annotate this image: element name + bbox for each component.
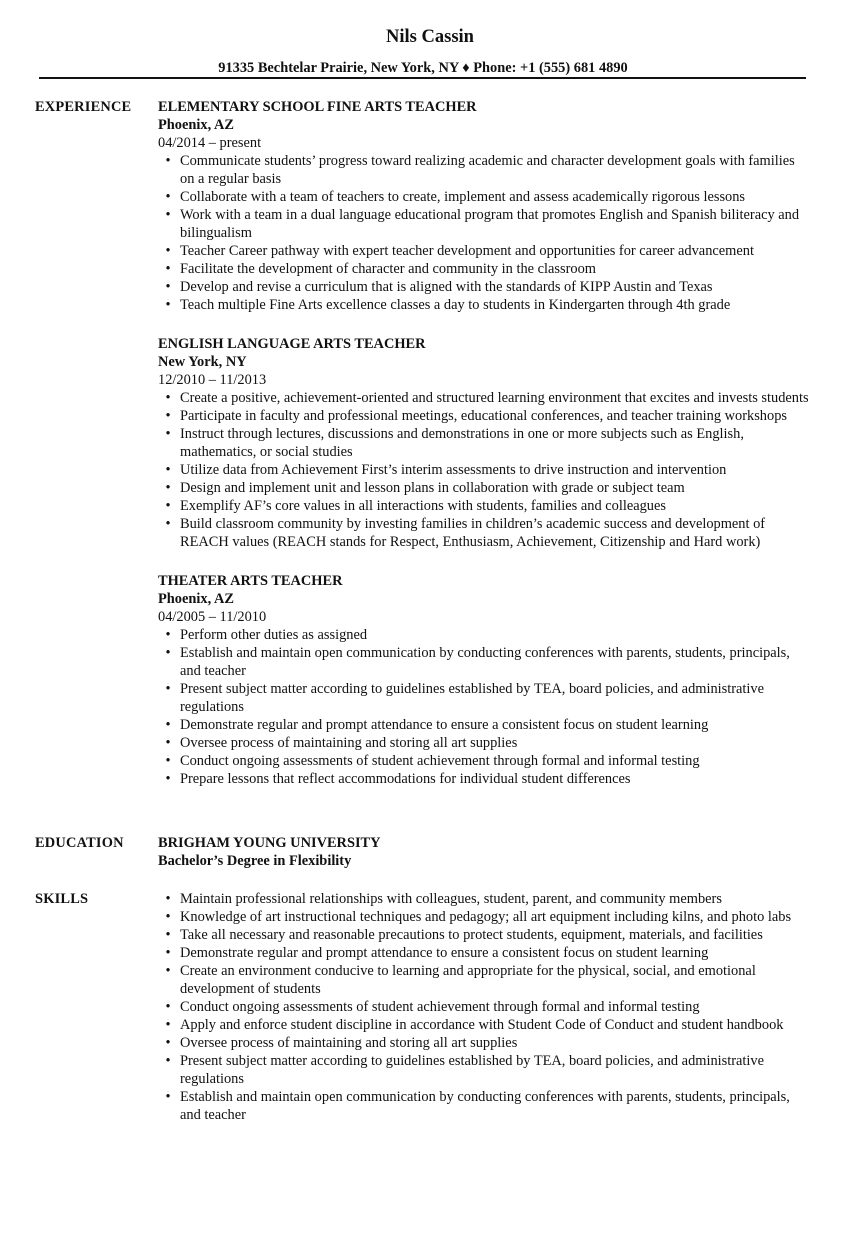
bullet-text: Knowledge of art instructional techniques and pedagogy; all art equipment including kilns, and photo labs (180, 909, 792, 925)
bullet-icon: • (165, 480, 171, 496)
list-item (158, 497, 812, 515)
job-title: THEATER ARTS TEACHER (158, 573, 343, 589)
job-bullets (158, 152, 818, 314)
bullet-text: Collaborate with a team of teachers to create, implement and assess academically rigorous lessons (180, 189, 746, 205)
list-item (158, 890, 812, 908)
list-item (158, 1034, 812, 1052)
bullet-icon: • (165, 627, 171, 643)
job-entry (158, 335, 818, 551)
list-item (158, 1016, 812, 1034)
bullet-text: Participate in faculty and professional meetings, educational conferences, and teacher training workshops (180, 408, 787, 424)
bullet-icon: • (165, 645, 171, 661)
list-item (158, 680, 812, 716)
bullet-text: Communicate students’ progress toward realizing academic and character development goals with families on a regular basis (180, 153, 795, 187)
bullet-icon: • (165, 261, 171, 277)
section-title-skills: SKILLS (35, 891, 89, 907)
bullet-icon: • (165, 408, 171, 424)
bullet-text: Present subject matter according to guidelines established by TEA, board policies, and administrative regulations (180, 1053, 765, 1087)
list-item (158, 425, 812, 461)
job-bullets (158, 626, 818, 788)
bullet-icon: • (165, 426, 171, 442)
job-dates: 12/2010 – 11/2013 (158, 372, 267, 388)
bullet-text: Teach multiple Fine Arts excellence classes a day to students in Kindergarten through 4th grade (180, 297, 731, 313)
bullet-text: Demonstrate regular and prompt attendance to ensure a consistent focus on student learning (180, 945, 709, 961)
bullet-text: Demonstrate regular and prompt attendance to ensure a consistent focus on student learning (180, 717, 709, 733)
list-item (158, 206, 812, 242)
job-location: Phoenix, AZ (158, 117, 234, 133)
header-divider (39, 77, 806, 79)
job-location: New York, NY (158, 354, 247, 370)
list-item (158, 260, 812, 278)
bullet-icon: • (165, 771, 171, 787)
bullet-text: Instruct through lectures, discussions and demonstrations in one or more subjects such as English, mathematics, or social studies (180, 426, 744, 460)
list-item (158, 242, 812, 260)
experience-list (158, 98, 818, 788)
bullet-icon: • (165, 207, 171, 223)
job-dates: 04/2014 – present (158, 135, 262, 151)
list-item (158, 188, 812, 206)
bullet-icon: • (165, 963, 171, 979)
list-item (158, 461, 812, 479)
job-entry (158, 98, 818, 314)
list-item (158, 752, 812, 770)
bullet-icon: • (165, 153, 171, 169)
list-item (158, 515, 812, 551)
list-item (158, 770, 812, 788)
list-item (158, 1088, 812, 1124)
list-item (158, 1052, 812, 1088)
list-item (158, 998, 812, 1016)
bullet-icon: • (165, 390, 171, 406)
job-entry (158, 572, 818, 788)
school-name: BRIGHAM YOUNG UNIVERSITY (158, 835, 381, 851)
list-item (158, 389, 812, 407)
list-item (158, 152, 812, 188)
job-location: Phoenix, AZ (158, 591, 234, 607)
bullet-icon: • (165, 243, 171, 259)
bullet-icon: • (165, 279, 171, 295)
bullet-icon: • (165, 498, 171, 514)
list-item (158, 908, 812, 926)
bullet-text: Utilize data from Achievement First’s interim assessments to drive instruction and intervention (180, 462, 727, 478)
bullet-text: Apply and enforce student discipline in accordance with Student Code of Conduct and student handbook (180, 1017, 784, 1033)
bullet-text: Create a positive, achievement-oriented and structured learning environment that excites and invests students (180, 390, 809, 406)
bullet-icon: • (165, 717, 171, 733)
bullet-text: Take all necessary and reasonable precautions to protect students, equipment, materials, and facilities (180, 927, 763, 943)
bullet-icon: • (165, 189, 171, 205)
bullet-text: Conduct ongoing assessments of student achievement through formal and informal testing (180, 753, 700, 769)
bullet-text: Develop and revise a curriculum that is aligned with the standards of KIPP Austin and Texas (180, 279, 713, 295)
section-title-education: EDUCATION (35, 835, 124, 851)
list-item (158, 734, 812, 752)
bullet-text: Maintain professional relationships with colleagues, student, parent, and community members (180, 891, 722, 907)
bullet-icon: • (165, 1053, 171, 1069)
list-item (158, 479, 812, 497)
bullet-icon: • (165, 753, 171, 769)
list-item (158, 407, 812, 425)
job-bullets (158, 389, 818, 551)
bullet-icon: • (165, 297, 171, 313)
job-dates: 04/2005 – 11/2010 (158, 609, 267, 625)
skills-list (158, 890, 818, 1124)
bullet-icon: • (165, 999, 171, 1015)
bullet-text: Establish and maintain open communication by conducting conferences with parents, students, principals, and teacher (180, 645, 790, 679)
bullet-text: Oversee process of maintaining and storing all art supplies (180, 735, 518, 751)
bullet-icon: • (165, 1089, 171, 1105)
bullet-text: Oversee process of maintaining and storing all art supplies (180, 1035, 518, 1051)
bullet-text: Prepare lessons that reflect accommodations for individual student differences (180, 771, 631, 787)
bullet-text: Work with a team in a dual language educational program that promotes English and Spanish biliteracy and bilingualism (180, 207, 800, 241)
education-entry (158, 834, 818, 870)
bullet-icon: • (165, 891, 171, 907)
list-item (158, 296, 812, 314)
bullet-text: Perform other duties as assigned (180, 627, 368, 643)
job-title: ENGLISH LANGUAGE ARTS TEACHER (158, 336, 426, 352)
list-item (158, 962, 812, 998)
list-item (158, 716, 812, 734)
list-item (158, 926, 812, 944)
list-item (158, 944, 812, 962)
list-item (158, 644, 812, 680)
bullet-text: Create an environment conducive to learning and appropriate for the physical, social, and emotional development of students (180, 963, 756, 997)
list-item (158, 626, 812, 644)
degree: Bachelor’s Degree in Flexibility (158, 853, 352, 869)
bullet-icon: • (165, 909, 171, 925)
bullet-text: Conduct ongoing assessments of student achievement through formal and informal testing (180, 999, 700, 1015)
bullet-text: Design and implement unit and lesson plans in collaboration with grade or subject team (180, 480, 685, 496)
bullet-icon: • (165, 516, 171, 532)
bullet-icon: • (165, 681, 171, 697)
job-title: ELEMENTARY SCHOOL FINE ARTS TEACHER (158, 99, 477, 115)
candidate-name: Nils Cassin (386, 27, 474, 47)
bullet-text: Exemplify AF’s core values in all interactions with students, families and colleagues (180, 498, 666, 514)
bullet-text: Teacher Career pathway with expert teacher development and opportunities for career advancement (180, 243, 754, 259)
list-item (158, 278, 812, 296)
contact-line: 91335 Bechtelar Prairie, New York, NY ♦ Phone: +1 (555) 681 4890 (218, 60, 628, 76)
bullet-icon: • (165, 927, 171, 943)
bullet-text: Establish and maintain open communication by conducting conferences with parents, students, principals, and teacher (180, 1089, 790, 1123)
bullet-icon: • (165, 1035, 171, 1051)
bullet-icon: • (165, 1017, 171, 1033)
bullet-text: Build classroom community by investing families in children’s academic success and development of REACH values (REACH stands for Respect, Enthusiasm, Achievement, Citizenship and Hard work) (180, 516, 766, 550)
bullet-text: Present subject matter according to guidelines established by TEA, board policies, and administrative regulations (180, 681, 765, 715)
bullet-icon: • (165, 735, 171, 751)
section-title-experience: EXPERIENCE (35, 99, 132, 115)
bullet-icon: • (165, 945, 171, 961)
bullet-text: Facilitate the development of character and community in the classroom (180, 261, 596, 277)
skills-bullets (158, 890, 818, 1124)
bullet-icon: • (165, 462, 171, 478)
